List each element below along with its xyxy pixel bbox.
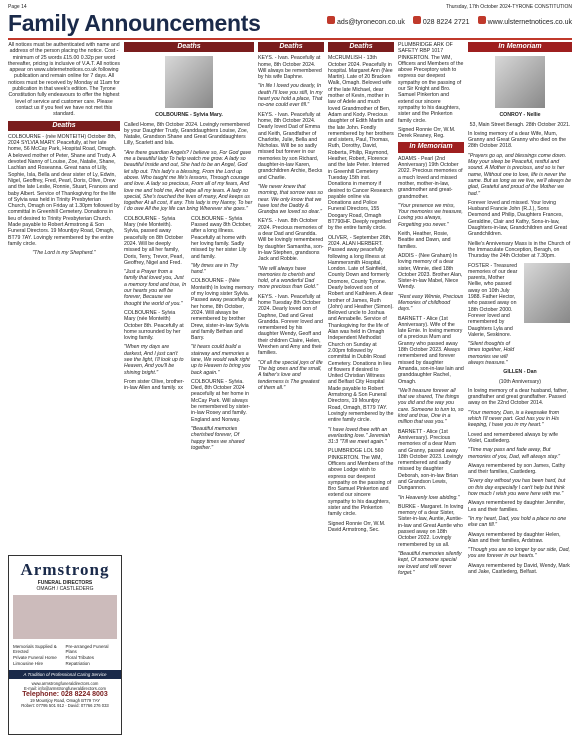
notice-quote: "Though you are no longer by our side, Dad, you are forever in our hearts." xyxy=(468,547,570,560)
notice-text: COLBOURNE - (Née Monteith) In loving memory of my loving sister Sylvia. Passed away peacefully at her home, 8th October, 2024. Will always be remembered by brother Drew, sister-in-law Sylvia and family Bethan and Barry. xyxy=(191,278,254,342)
notice-quote: "In Heavenly love abiding." xyxy=(398,494,460,501)
advert-service: Limousine Hire xyxy=(13,661,44,666)
notice-colbourne: COLBOURNE - (née MONTEITH) October 8th, 2024 SYLVIA MARY. Peacefully, at her late home, 56 McCay Park, Hospital Road, Omagh. A beloved mother of Peter, Shane and Trudy. A devoted Nanny of Louise, Zoe, Natalie, Shane, Lachlan and Roseanna. Great nana of Lilly, Sophie, Isla, Bella and dear sister of Ly, Edwin, Nigel, Geoffrey, Fred, Pearl, Doris, Olive, Drew and the late Leslie, Ronnie, Stuart, Frances and baby Albert. Service of Thanksgiving for the life of Sylvia was held in Trinity Presbyterian Church, Omagh on Friday at 1.30pm followed by committal in Greenhill Cemetery. Donations in lieu of desired to Trinity Presbyterian Church. Made payable to Robert Armstrong & Son Funeral Directors. 19 Mountjoy Road, Omagh, BT79 7AY. Lovingly remembered by the entire family circle. xyxy=(8,133,120,247)
notice-text: Always remembered by daughter Jennifer, Les and their families. xyxy=(468,500,566,513)
contact-email[interactable]: ads@tyronecon.co.uk xyxy=(337,19,405,26)
advert-service: Floral Tributes xyxy=(65,655,95,660)
notice-quote: "Time may pass and fade away, But memories of you, Dad, will always stay." xyxy=(468,447,560,460)
contact-web[interactable]: www.ulsternetnotices.co.uk xyxy=(487,19,572,26)
portrait-photo xyxy=(165,56,213,108)
web-icon xyxy=(478,16,486,24)
notice-quote: "Beautiful memories cherished forever, Of happy times we shared together." xyxy=(191,425,245,451)
notice-quote: "Beautiful memories silently kept, Of someone special we loved and will never forget." xyxy=(398,550,462,576)
notice-text: COLBOURNE - Sylvia Mary (née Monteith) October 8th. Peacefully at home surrounded by her loving family. xyxy=(124,309,184,342)
notice-quote: "My times are in Thy hand." xyxy=(191,262,239,276)
notice-burke: BURKE - Margaret. In loving memory of a dear Sister, Sister-in-law, Auntie, Auntie-in-law and Great Auntie who passed away on 18th October 2022. Lovingly remembered by us all. xyxy=(398,503,464,548)
notice-quote: "In life I loved you dearly, In death I'll love you still, In my heart you hold a place, That no-one could ever fill." xyxy=(258,83,323,109)
portrait-photo xyxy=(524,263,570,323)
notice-text: Nellie's Anniversary Mass is in the Church of the Immaculate Conception, Beragh, on Thursday the 24th October at 7.30pm. xyxy=(468,240,571,260)
notice-keys: KEYS. - Ivan. Peacefully at home Tuesday 8th October 2024. Dearly loved son of Daphne, Dad and Great Grandda. Forever loved and remembered by his daughter Wendy, Geoff and their children Claire, Helen, Wrexhen and Amy and their families. xyxy=(258,293,323,357)
advert-service: Repatriation xyxy=(65,661,90,666)
notice-text: Always remembered by daughter Helen, Alan and their families, Ardstraw. xyxy=(468,531,561,544)
notice-quote: "Every day without you has been hard, but on this day especially I can't help but think how much I wish you were here with me." xyxy=(468,478,566,498)
notice-quote: "Your presence we miss, Your memories we treasure, Loving you always, Forgetting you never." xyxy=(398,202,463,228)
column-deaths-2 xyxy=(258,42,324,732)
notice-keys: KEYS. - Ivan. Peacefully at home, 8th October 2024. Dearly loved Dad of Emma and Keith, Grandfather of Charlotte, Julie, Bella and Nicholas. Will be so sadly missed but forever in our memories by son Richard, daughter-in-law Karen, grandchildren Archie, Becks and Charlie. xyxy=(258,111,323,181)
notice-adams: ADAMS - Pearl (2nd Anniversary) 19th October 2022. Precious memories of a much loved and missed mother, mother-in-law, grandmother and great-grandmother. xyxy=(398,155,463,200)
column-memoriam-2 xyxy=(468,42,572,732)
notice-text: Keith, Heather, Rosie, Beattie and Dawn, and families. xyxy=(398,231,451,250)
notice-quote: "Of all the special joys of life The big ones and the small, A father's love and tenderness is The greatest of them all." xyxy=(258,359,323,391)
notice-barnett: BARNETT - Alice (1st Anniversary). Wife of the late Ernie. In loving memory of a precious Mum and Granny who passed away 18th October 2023. Always remembered and forever missed by daughter Amanda, son-in-law Iain and granddaughter Rachel, Omagh. xyxy=(398,315,464,385)
notice-quote: "Just a Prayer from a family that loved you, Just a memory fond and true, In our hearts you will be forever, Because we thought the world of you." xyxy=(124,269,187,307)
notice-signed: Signed Ronnie Orr, W.M. David Armstrong, Sec. xyxy=(328,520,386,533)
advert-email[interactable]: E-mail: info@armstrongfuneraldirectors.com xyxy=(24,686,106,691)
column-info xyxy=(8,42,120,552)
notice-quote: "Prayers go up, and blessings come down. May your sleep be Peaceful, restful and sound. A Mother is precious, and so is her name, Without one to love, life is never the same. But as long as we live, we'll always be glad, Grateful and proud of the Mother we had." xyxy=(468,152,572,197)
notice-addis: ADDIS - (Nee Graham) In loving memory of a dear sister, Winnie, died 18th October 2023. Brother Alan, Sister-in-law Mabel, Niece Wendy. xyxy=(398,252,463,291)
section-header-deaths: Deaths xyxy=(8,121,120,131)
advert-service: Private Funeral Home xyxy=(13,655,57,660)
section-header-deaths: Deaths xyxy=(124,42,254,52)
notice-quote: "In my heart, Dad, you hold a place no one else can fill." xyxy=(468,515,567,529)
column-deaths-3 xyxy=(328,42,394,732)
advert-service: Pre-arranged Funeral Plans xyxy=(65,644,109,654)
section-header-deaths: Deaths xyxy=(258,42,324,52)
notice-quote: "We never knew that morning, that sorrow was so near. We only know that we have lost the Daddy & Grandpa we loved so dear." xyxy=(258,183,323,216)
advert-service: Memorials Supplied & Erected xyxy=(13,644,57,654)
portrait-photo xyxy=(495,56,545,108)
advert-services xyxy=(9,642,121,668)
notice-conroy: In loving memory of a dear Wife, Mum, Granny and Great Granny who died on the 28th October 2018. xyxy=(468,130,567,150)
notice-name: COLBOURNE - Sylvia Mary. xyxy=(155,112,223,119)
notice-quote: "The Lord is my Shepherd." xyxy=(32,250,96,257)
notice-text: COLBOURNE - Sylvia Passed away 8th October, after a long illness. Peacefully at home with her loving family. Sadly missed by her sister Lily and family. xyxy=(191,215,252,260)
notice-foster: FOSTER - Treasured memories of our dear parents, Mother Nellie, who passed away on 10th July 1988. Father Hector, who passed away on 18th October 2000. Forever loved and remembered by Daughters Lyla and Valerie, Seskinore. xyxy=(468,262,518,338)
advert-address: 19 Mountjoy Road, Omagh BT79 7AY xyxy=(30,698,100,703)
header-rule xyxy=(8,38,572,40)
contact-bar xyxy=(327,16,572,26)
section-header-memoriam: In Memoriam xyxy=(468,42,572,52)
notice-preceptory: PLUMBRIDGE ARK OF SAFETY RBP 1017 PINKERTON. The WM, Officers and Members of the above Preceptory wish to express our deepest sympathy on the passing of our Sir Knight and Bro. Samuel Pinkerton and extend our sincere sympathy to his daughters, sister and the Pinkerton family circle. xyxy=(398,42,464,124)
advert-name: Armstrong xyxy=(20,560,110,579)
notice-gillen: In loving memory of a dear husband, father, grandfather and great grandfather. Passed away on the 22nd October 2014. xyxy=(468,387,569,407)
issue-date: Thursday, 17th October 2024-TYRONE CONSTITUTION xyxy=(445,4,572,10)
notice-name: GILLEN - Dan xyxy=(503,369,537,376)
section-header-memoriam: In Memoriam xyxy=(398,142,464,152)
contact-phone: 028 8224 2721 xyxy=(422,19,470,26)
notice-subtitle: 53, Main Street Beragh. 28th October 2021. xyxy=(469,121,571,128)
notice-lodge: PLUMBRIDGE LOL 560 PINKERTON. The WM, Officers and Members of the above Lodge wish to express our deepest sympathy on the passing of Bro Samuel Pinkerton and extend our sincere sympathy to his daughters, sister and the Pinkerton family circle. xyxy=(328,448,394,518)
page-number: Page 14 xyxy=(8,4,27,10)
advert-site[interactable]: www.armstrongfuneraldirectors.com xyxy=(31,681,99,686)
email-icon xyxy=(327,16,335,24)
notice-signed: Signed Ronnie Orr, W.M. Derek Reaney, Reg. xyxy=(398,126,456,140)
notice-keys: KEYS. - Ivan. Peacefully at home, 8th October 2024. Will always be remembered by his wife Daphne. xyxy=(258,55,322,81)
column-deaths-1 xyxy=(124,42,254,732)
notice-text: Called Home, 8th October 2024. Lovingly remembered by your Daughter Trudy, Granddaughters Louise, Zoe, Natalie, Grandson Shane and Great Granddaughters Lilly, Scarlett and Isla. xyxy=(124,121,250,147)
notice-text: Always remembered by son James, Cathy and their families, Castlederg. xyxy=(468,462,566,476)
notice-barnett: BARNETT - Alice (1st Anniversary). Precious memories of a dear Mum and Granny, passed away 18th October 2023. Lovingly remembered and sadly missed by daughter Deborah, son-in-law Brian and Grandson Lewis, Dungannon. xyxy=(398,428,463,492)
advert-telephone: Telephone: 028 8224 8003 xyxy=(22,691,108,698)
phone-icon xyxy=(413,16,421,24)
notice-mccrumlish: McCRUMLISH - 13th October 2024. Peacefully in hospital. Margaret Ann (Nee Martin). Late of 20 Bracken Walk, Omagh. Beloved wife of the late Michael, dear mother of Kevin, mother in law of Adele and much loved Grandmother of Ben, Adam and Kody. Precious daughter of Edith Martin and the late John. Fondly remembered by her brothers and sisters, Paul, Thomas, Ruth, Dorothy, David, Roberta, Philip, Raymond, Heather, Robert, Florence and the late Peter. Interred in Greenhill Cemetery Tuesday 15th inst. Donations in memory if desired to Cancer Research payable online via Donations and Police Funeral Directors, 155 Doogary Road, Omagh BT790HF. Deeply regretted by the entire family circle. xyxy=(328,55,394,232)
notice-quote: "We will always have memories to cherish and hold, of a wonderful Dad more precious than Gold." xyxy=(258,265,319,291)
notice-quote: "It hears could build a stairway and memories a lane, We would walk right up to Heaven to bring you back again." xyxy=(191,344,251,376)
notice-text: COLBOURNE - Sylvia. Died, 8th October 2024 peacefully at her home in McCay Park. Will always be remembered by sister-in-law Rosey and family. England and Norway. xyxy=(191,378,251,423)
advert-mobiles: Robert: 07795 501 912 · David: 07766 276 033 xyxy=(21,703,109,708)
notice-keys: KEYS. - Ivan. 8th October 2024. Precious memories of a dear Dad and Grandda. Will be lovingly remembered by daughter Samantha, son-in-law Stephen, grandsons Jack and Robbie. xyxy=(258,218,324,263)
notice-quote: "When my days are darkest, And I just can't see the light, I'll look up to Heaven, And you'll be shining bright." xyxy=(124,344,184,376)
notice-terms: All notices must be authenticated with name and address of the person placing the notice. Cost - minimum of 25 words £15.00 0.32p per word thereafter, pricing is inclusive of V.A.T. All notices appear on www.ulsternetnotices.co.uk following publication and remain online for 7 days. All notices must be received by Monday at 11am for publication in that week's edition. The Tyrone Constitution fully endeavours to offer the highest level of service and customer care. Please contact us if you feel we have not met this standard. xyxy=(8,42,120,118)
notice-quote: "Rest easy Winnie, Precious Memories of childhood days." xyxy=(398,293,464,313)
advert-location: OMAGH / CASTLEDERG xyxy=(36,586,94,592)
notice-quote: "We'll treasure forever all that we shared, The things you did and the way you care. Someone to turn to, so kind and true, One in a million that was you." xyxy=(398,387,464,426)
page-title: Family Announcements xyxy=(8,10,261,36)
notice-poem: "Are there guardian Angels? I believe so, For God gave me a beautiful lady To help watch me grow. A lady so beautiful Inside and out, She had to be an Angel, God let slip out. This lady's a blessing, From the Lord up above. Who taught me life's lessons, Through courage and love. A lady so precious, From all of my fears, And love me and hold me, And wipe all my tears. A lady so special, She's touched the lives of many, And keeps us together At all cost, if any. This lady is my Nanny, To her I do owe All the joy life can bring Wherever she goes." xyxy=(124,149,253,213)
advert-photo xyxy=(13,595,117,639)
notice-text: COLBOURNE - Sylvia Mary (née Monteith). Sylvia, passed away peacefully on 8th October 2024. Will be deeply missed by all her family, Doris, Terry, Trevor, Pearl, Geoffrey, Nigel and Fred. xyxy=(124,215,184,266)
section-header-deaths: Deaths xyxy=(328,42,394,52)
notice-oliver: OLIVER, - September 26th, 2024. ALAN HERBERT. Passed away peacefully following a long illness at Hammersmith Hospital, London. Late of Sainfield, County Down and formerly Dromore, County Tyrone. Dearly beloved son of Robert and Kathleen. A dear brother of James, Ruth (John) and Heather (Simon). Beloved uncle to Joshua and Annabelle. Service of Thanksgiving for the life of Alan was held in Omagh Independent Methodist Church on Sunday at 2.00pm followed by committal in Dublin Road Cemetery. Donations in lieu of flowers if desired to United Christian Witness and Belfast City Hospital Made payable to Robert Armstrong & Son Funeral Directors, 19 Mountjoy Road, Omagh, BT79 7AY. Lovingly remembered by the entire family circle. xyxy=(328,234,394,424)
advert-sub: FUNERAL DIRECTORS xyxy=(37,580,93,586)
advert-armstrong[interactable] xyxy=(8,555,122,735)
notice-text: Loved and remembered always by wife Violet, Castlederg. xyxy=(468,431,558,444)
notice-quote: "Silent thoughts of times together, Hold memories we will always treasure." xyxy=(468,341,515,366)
notice-name: CONROY - Nellie xyxy=(499,112,541,119)
notice-quote: "Your memory, Dan, is a keepsake from which I'll never part. God has you in His keeping, I have you in my heart." xyxy=(468,409,560,429)
notice-text: From sister Olive, brother-in-law Allen and family. xx xyxy=(124,378,185,392)
notice-subtitle: (10th Anniversary) xyxy=(498,378,542,385)
advert-tagline: A Tradition of Professional Caring Service xyxy=(9,670,121,679)
column-memoriam-1 xyxy=(398,42,464,732)
notice-text: Forever loved and missed. Your loving Husband Francie John (R.J.), Sons Desmond and Philip, Daughters Frances, Geraldine, Clair and Kathy, Sons-in-law, Daughters-in-law, Grandchildren and Great Grandchildren. xyxy=(468,199,567,238)
notice-text: Always remembered by David, Wendy, Mark and Jake, Castlederg, Belfast. xyxy=(468,562,570,575)
notice-quote: "I have loved thee with an everlasting love." Jeremiah 31:3 "Till we meet again." xyxy=(328,426,391,446)
